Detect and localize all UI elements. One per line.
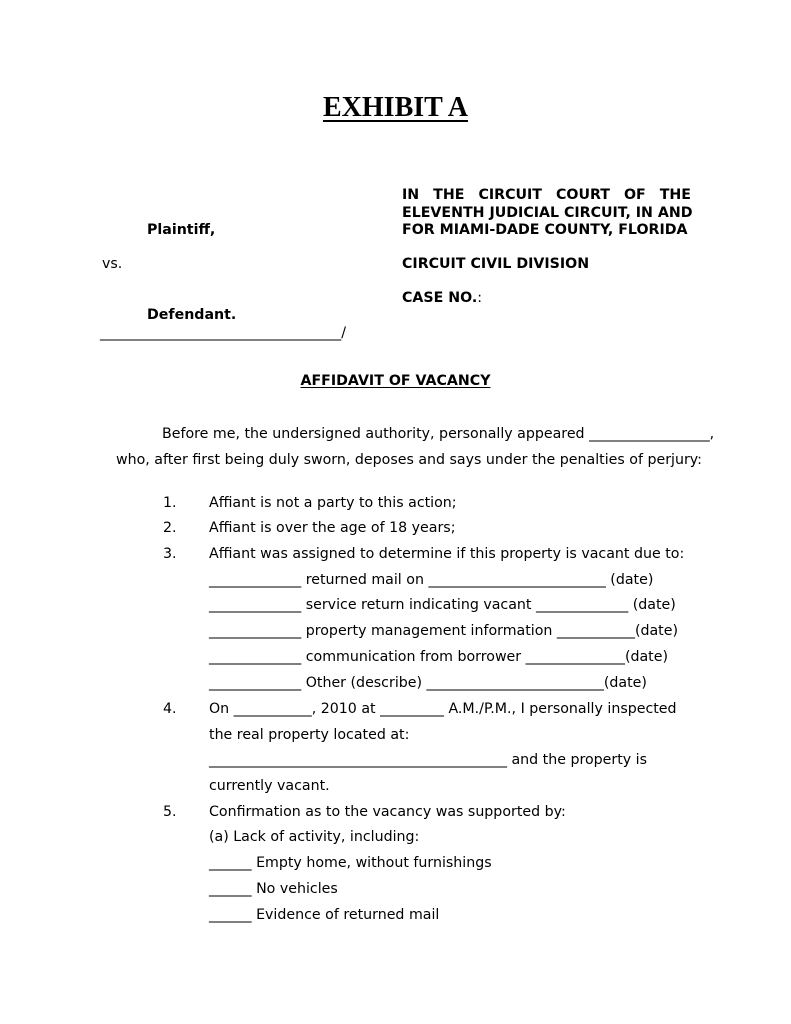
court-line-2: ELEVENTH JUDICIAL CIRCUIT, IN AND	[402, 205, 693, 221]
item-3-option: _____________ service return indicating vacant _____________ (date)	[209, 597, 676, 613]
item-3-option: _____________ communication from borrower ______________(date)	[209, 649, 669, 665]
item-3-option: _____________ returned mail on _________________________ (date)	[209, 572, 654, 588]
item-5-option: ______ Empty home, without furnishings	[209, 855, 492, 871]
item-3-option: _____________ property management information ___________(date)	[209, 623, 679, 639]
item-2-text: Affiant is over the age of 18 years;	[209, 520, 456, 536]
court-line-3: FOR MIAMI-DADE COUNTY, FLORIDA	[402, 222, 688, 238]
item-5-text: Confirmation as to the vacancy was supported by:	[209, 804, 566, 820]
court-line-1: IN THE CIRCUIT COURT OF THE	[402, 187, 691, 203]
item-4-number: 4.	[163, 701, 177, 717]
intro-line-2: who, after first being duly sworn, deposes and says under the penalties of perjury:	[116, 452, 702, 468]
case-number	[402, 290, 482, 306]
defendant-signature-line: __________________________________/	[100, 325, 346, 341]
item-1-text: Affiant is not a party to this action;	[209, 495, 457, 511]
defendant-label: Defendant.	[147, 307, 237, 323]
item-2-number: 2.	[163, 520, 177, 536]
item-4-line: __________________________________________ and the property is	[209, 752, 648, 768]
item-5-option: ______ Evidence of returned mail	[209, 907, 440, 923]
item-3-number: 3.	[163, 546, 177, 562]
item-4-line: On ___________, 2010 at _________ A.M./P.M., I personally inspected	[209, 701, 677, 717]
exhibit-title: EXHIBIT A	[323, 92, 468, 123]
item-4-line: the real property located at:	[209, 727, 410, 743]
intro-line-1: Before me, the undersigned authority, personally appeared _________________,	[162, 426, 715, 442]
plaintiff-label: Plaintiff,	[147, 222, 216, 238]
affidavit-heading: AFFIDAVIT OF VACANCY	[300, 373, 491, 389]
division-label: CIRCUIT CIVIL DIVISION	[402, 256, 590, 272]
item-4-line: currently vacant.	[209, 778, 330, 794]
case-number-label: CASE NO.	[402, 290, 478, 306]
item-1-number: 1.	[163, 495, 177, 511]
item-3-text: Affiant was assigned to determine if this property is vacant due to:	[209, 546, 685, 562]
item-5-option: ______ No vehicles	[209, 881, 338, 897]
case-number-colon: :	[477, 290, 483, 306]
vs-label: vs.	[102, 256, 123, 272]
item-5-sub-a: (a) Lack of activity, including:	[209, 829, 420, 845]
item-3-option: _____________ Other (describe) _________________________(date)	[209, 675, 647, 691]
item-5-number: 5.	[163, 804, 177, 820]
